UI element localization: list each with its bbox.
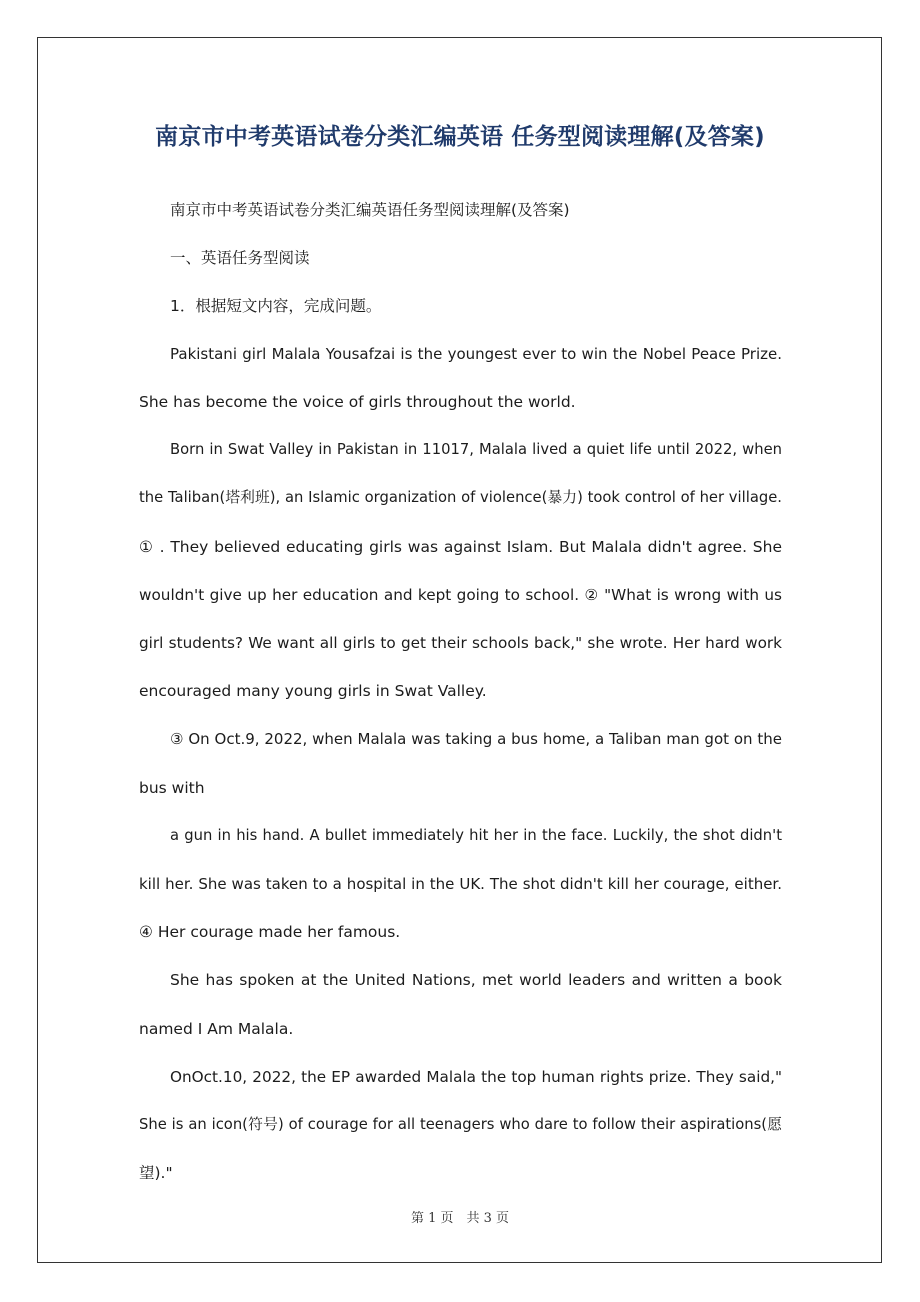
paragraph-line: ① . They believed educating girls was against Islam. But Malala didn't agree. She [139, 538, 782, 556]
section-heading: 一、英语任务型阅读 [170, 249, 310, 267]
paragraph-line: Born in Swat Valley in Pakistan in 11017, Malala lived a quiet life until 2022, when [170, 441, 782, 458]
paragraph-line: She has become the voice of girls throughout the world. [139, 393, 576, 411]
paragraph-line: girl students? We want all girls to get their schools back," she wrote. Her hard work [139, 634, 782, 652]
paragraph-line: ③ On Oct.9, 2022, when Malala was taking a bus home, a Taliban man got on the [170, 730, 782, 748]
paragraph-line: She is an icon(符号) of courage for all teenagers who dare to follow their aspirations(愿 [139, 1116, 782, 1133]
paragraph-line: 望)." [139, 1164, 173, 1182]
paragraph-line: wouldn't give up her education and kept going to school. ② "What is wrong with us [139, 586, 782, 604]
paragraph-line: kill her. She was taken to a hospital in the UK. The shot didn't kill her courage, either. [139, 875, 782, 893]
paragraph-line: named I Am Malala. [139, 1020, 294, 1038]
page-number-footer: 第 1 页 共 3 页 [410, 1211, 510, 1226]
paragraph-line: a gun in his hand. A bullet immediately hit her in the face. Luckily, the shot didn't [170, 827, 782, 844]
document-title: 南京市中考英语试卷分类汇编英语 任务型阅读理解(及答案) [155, 124, 765, 150]
paragraph-line: encouraged many young girls in Swat Valley. [139, 682, 487, 700]
subtitle-line: 南京市中考英语试卷分类汇编英语任务型阅读理解(及答案) [170, 201, 570, 219]
paragraph-line: bus with [139, 779, 205, 797]
question-instruction: 1．根据短文内容，完成问题。 [170, 297, 382, 315]
paragraph-line: She has spoken at the United Nations, met world leaders and written a book [170, 971, 782, 989]
paragraph-line: ④ Her courage made her famous. [139, 923, 401, 941]
paragraph-line: OnOct.10, 2022, the EP awarded Malala the top human rights prize. They said," [170, 1068, 782, 1086]
paragraph-line: Pakistani girl Malala Yousafzai is the youngest ever to win the Nobel Peace Prize. [170, 345, 782, 363]
paragraph-line: the Taliban(塔利班), an Islamic organization of violence(暴力) took control of her village. [139, 489, 782, 506]
